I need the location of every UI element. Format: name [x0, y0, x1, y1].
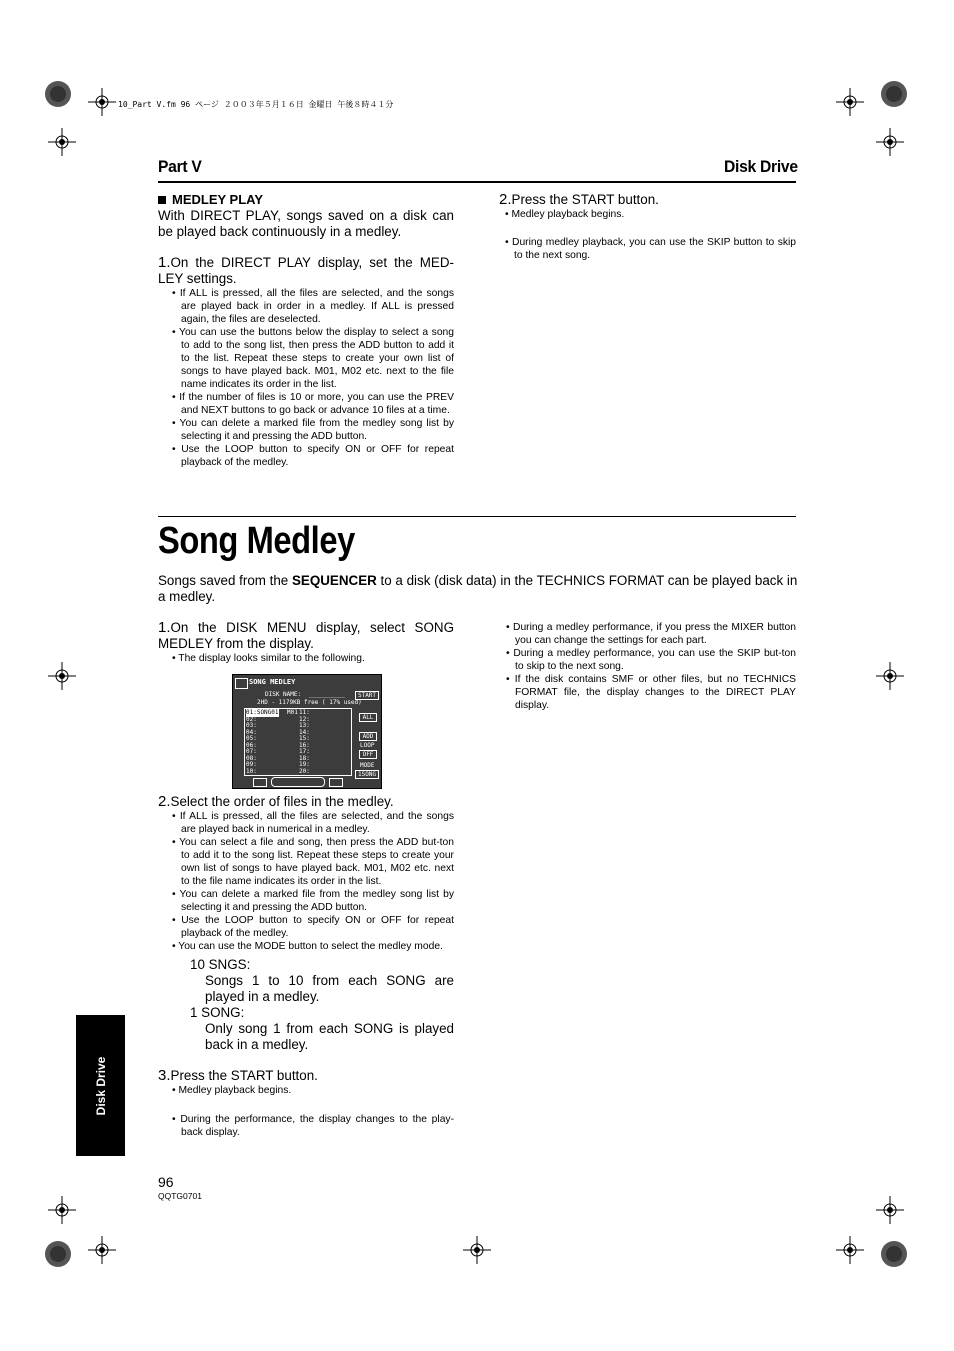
- song-medley-left-2: [158, 794, 454, 1139]
- registration-target-icon: [880, 1240, 908, 1268]
- mode-list: [190, 957, 454, 1053]
- loop-button[interactable]: OFF: [359, 750, 377, 759]
- list-item[interactable]: 16:: [299, 741, 310, 749]
- list-item[interactable]: 13:: [299, 722, 310, 729]
- mode-description: Only song 1 from each SONG is played back in a medley.: [205, 1021, 454, 1052]
- crosshair-icon: [836, 1236, 864, 1264]
- song-medley-right: [500, 621, 796, 712]
- song-step-2-bullets: [166, 810, 454, 953]
- list-item: • During the performance, the display changes to the play-back display.: [166, 1113, 454, 1139]
- list-item: • During a medley performance, you can use the SKIP but-ton to skip to the next song.: [500, 647, 796, 673]
- medley-step-2: 2.Press the START button.: [499, 191, 659, 208]
- header-rule: [158, 181, 796, 183]
- list-item: • If ALL is pressed, all the files are selected, and the songs are played back in order in a medley. If ALL is pressed again, the files are deselected.: [166, 287, 454, 326]
- header-part-label: Part V: [158, 157, 202, 176]
- next-arrow-icon[interactable]: [329, 778, 343, 787]
- list-item[interactable]: 05:: [246, 735, 257, 742]
- crosshair-icon: [463, 1236, 491, 1264]
- list-item: • Medley playback begins.: [499, 208, 796, 221]
- all-button[interactable]: ALL: [359, 713, 377, 722]
- crosshair-icon: [48, 128, 76, 156]
- prev-arrow-icon[interactable]: [253, 778, 267, 787]
- list-item[interactable]: 15:: [299, 735, 310, 742]
- section-rule: [158, 516, 796, 517]
- crosshair-icon: [836, 88, 864, 116]
- crosshair-icon: [876, 662, 904, 690]
- crosshair-icon: [88, 1236, 116, 1264]
- side-tab: [76, 1015, 125, 1156]
- crosshair-icon: [876, 128, 904, 156]
- list-item[interactable]: 17:: [299, 748, 310, 755]
- list-item: • If the number of files is 10 or more, you can use the PREV and NEXT buttons to go back or advance 10 files at a time.: [166, 391, 454, 417]
- page-title: Song Medley: [158, 520, 355, 562]
- medley-step-2-bullets: [499, 208, 796, 262]
- song-medley-left: [158, 620, 454, 665]
- song-step-3-bullets: [166, 1084, 454, 1139]
- list-item[interactable]: 20:: [299, 767, 310, 775]
- mode-button[interactable]: 1SONG: [355, 770, 379, 779]
- mode-label: 10 SNGS:: [190, 957, 251, 972]
- crosshair-icon: [48, 662, 76, 690]
- list-item[interactable]: 01:SONG01: [246, 709, 279, 716]
- list-item: • Medley playback begins.: [166, 1084, 454, 1097]
- list-item: • During a medley performance, if you press the MIXER button you can change the settings for each part.: [500, 621, 796, 647]
- document-code: QQTG0701: [158, 1191, 202, 1201]
- disk-name-label: DISK NAME:: [265, 691, 302, 698]
- print-header: 10_Part V.fm 96 ページ ２００３年５月１６日 金曜日 午後８時４１分: [118, 100, 394, 109]
- song-step-1-bullets: [166, 652, 454, 665]
- registration-target-icon: [44, 80, 72, 108]
- medley-step-1-bullets: [166, 287, 454, 469]
- header-section-label: Disk Drive: [724, 157, 798, 176]
- start-button[interactable]: START: [355, 691, 379, 700]
- add-button[interactable]: ADD: [359, 732, 377, 741]
- medley-play-section: [158, 192, 454, 469]
- list-item[interactable]: 12:: [299, 715, 310, 723]
- song-medley-display: [232, 674, 382, 789]
- list-item: • If the disk contains SMF or other files, but no TECHNICS FORMAT file, the display changes to the DIRECT PLAY display.: [500, 673, 796, 712]
- medley-order-tag: M01: [287, 709, 298, 716]
- list-item[interactable]: 02:: [246, 715, 257, 723]
- registration-target-icon: [44, 1240, 72, 1268]
- medley-play-section-right: [499, 192, 796, 262]
- scroll-slider[interactable]: [271, 777, 325, 787]
- medley-play-heading: MEDLEY PLAY: [158, 192, 454, 208]
- mode-label: 1 SONG:: [190, 1005, 245, 1020]
- song-step-1: 1.On the DISK MENU display, select SONG MEDLEY from the display.: [158, 619, 454, 651]
- crosshair-icon: [88, 88, 116, 116]
- list-item: • You can delete a marked file from the medley song list by selecting it and pressing the ADD button.: [166, 888, 454, 914]
- list-item[interactable]: 07:: [246, 748, 257, 755]
- list-item: • You can use the buttons below the display to select a song to add to the song list, then press the ADD button to add it to the list. Repeat these steps to create your own list of songs to have played back. M01, M02 etc. next to the file name indicates its order in the list.: [166, 326, 454, 391]
- song-step-2: 2.Select the order of files in the medley.: [158, 793, 394, 810]
- list-item[interactable]: 06:: [246, 741, 257, 749]
- square-bullet-icon: [158, 196, 166, 204]
- list-item: • You can delete a marked file from the medley song list by selecting it and pressing the ADD button.: [166, 417, 454, 443]
- list-item[interactable]: 09:: [246, 761, 257, 768]
- list-item[interactable]: 03:: [246, 722, 257, 729]
- registration-target-icon: [880, 80, 908, 108]
- list-item: • You can select a file and song, then press the ADD but-ton to add it to the song list. Repeat these steps to create your own list of songs to have played back. M01, M02 etc. next to the file name indicates its order in the list.: [166, 836, 454, 888]
- list-item[interactable]: 11:: [299, 709, 310, 716]
- disk-icon: [235, 678, 248, 689]
- loop-label: LOOP: [360, 742, 375, 749]
- mode-label: MODE: [360, 762, 375, 769]
- disk-info: 2HD - 1179KB free ( 17% used): [257, 699, 362, 706]
- mode-description: Songs 1 to 10 from each SONG are played in a medley.: [205, 973, 454, 1004]
- list-item: • Use the LOOP button to specify ON or OFF for repeat playback of the medley.: [166, 443, 454, 469]
- page-number: 96: [158, 1174, 174, 1190]
- list-item[interactable]: 04:: [246, 728, 257, 736]
- list-item: • Use the LOOP button to specify ON or OFF for repeat playback of the medley.: [166, 914, 454, 940]
- file-list: [244, 708, 352, 776]
- list-item[interactable]: 18:: [299, 754, 310, 762]
- disk-name-value: __________: [309, 691, 346, 698]
- crosshair-icon: [48, 1196, 76, 1224]
- crosshair-icon: [876, 1196, 904, 1224]
- medley-step-1: 1.On the DIRECT PLAY display, set the MED-LEY settings.: [158, 254, 454, 286]
- list-item: • If ALL is pressed, all the files are selected, and the songs are played back in numerical in a medley.: [166, 810, 454, 836]
- song-medley-intro: Songs saved from the SEQUENCER to a disk (disk data) in the TECHNICS FORMAT can be played back in a medley.: [158, 573, 798, 604]
- song-step-3: 3.Press the START button.: [158, 1067, 318, 1084]
- list-item: • During medley playback, you can use the SKIP button to skip to the next song.: [499, 236, 796, 262]
- list-item[interactable]: 19:: [299, 761, 310, 768]
- side-tab-label: Disk Drive: [93, 1056, 108, 1115]
- list-item: • You can use the MODE button to select the medley mode.: [166, 940, 454, 953]
- list-item[interactable]: 10:: [246, 767, 257, 775]
- display-title: SONG MEDLEY: [249, 678, 296, 686]
- list-item: • The display looks similar to the following.: [166, 652, 454, 665]
- list-item[interactable]: 14:: [299, 728, 310, 736]
- list-item[interactable]: 08:: [246, 754, 257, 762]
- medley-play-intro: With DIRECT PLAY, songs saved on a disk can be played back continuously in a medley.: [158, 208, 454, 239]
